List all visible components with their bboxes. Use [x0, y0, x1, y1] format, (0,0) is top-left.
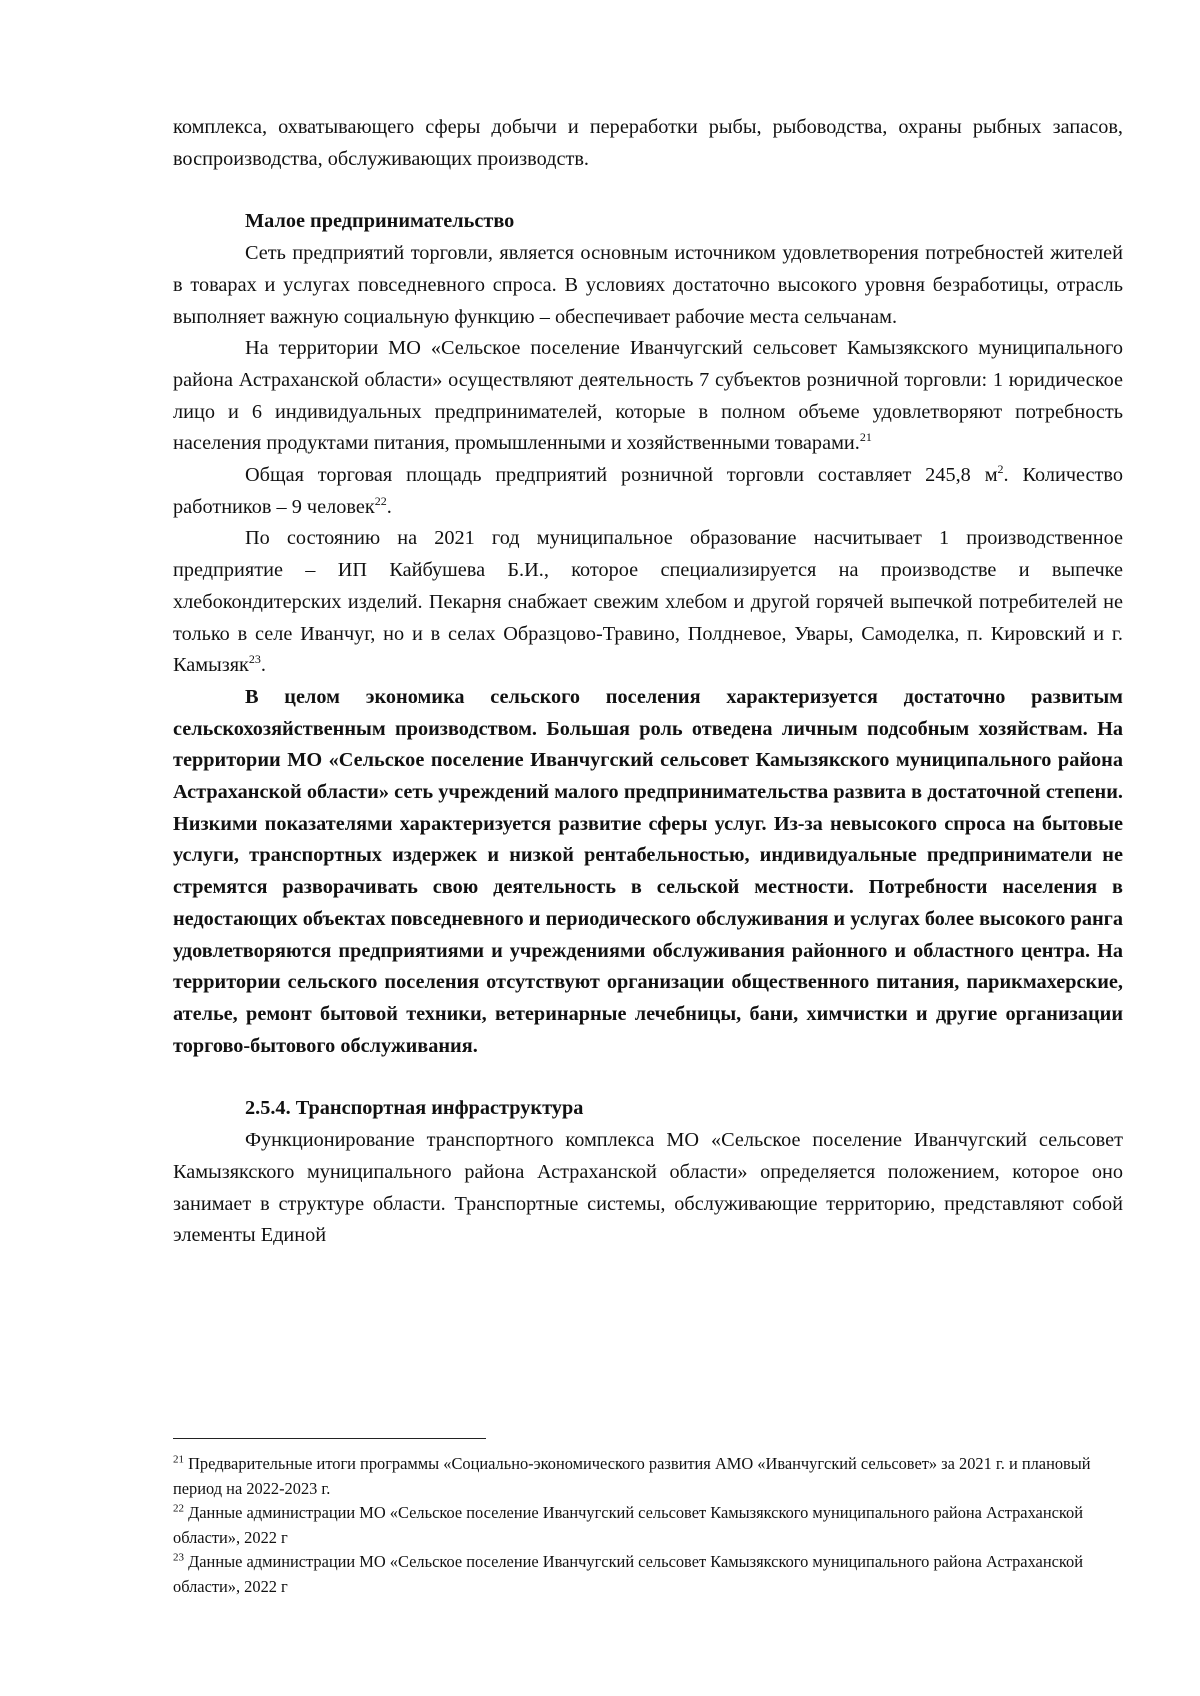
document-page [173, 112, 1123, 1252]
paragraph-fishery-continuation [173, 112, 1123, 175]
footnote-21 [173, 1452, 1123, 1501]
footnotes-section [173, 1452, 1123, 1599]
footnote-text: Предварительные итоги программы «Социально-экономического развития АМО «Иванчугский сельсовет» за 2021 г. и плановый период на 2022-2023 г. [173, 1454, 1091, 1498]
footnote-ref-22[interactable]: 22 [374, 493, 387, 508]
footnote-23 [173, 1550, 1123, 1599]
footnote-22 [173, 1501, 1123, 1550]
section-heading-small-business: Малое предпринимательство [245, 210, 515, 233]
footnote-text: Данные администрации МО «Сельское поселение Иванчугский сельсовет Камызякского муниципального района Астраханской области», 2022 г [173, 1503, 1083, 1547]
paragraph-text: . [260, 654, 266, 677]
footnote-separator [173, 1438, 486, 1439]
footnote-ref-21[interactable]: 21 [859, 430, 872, 445]
footnote-number: 21 [173, 1453, 184, 1466]
superscript-squared: 2 [997, 462, 1004, 477]
paragraph-economy-summary [173, 682, 1123, 1062]
paragraph-text: Функционирование транспортного комплекса МО «Сельское поселение Иванчугский сельсовет Камызякского муниципального района Астраханской области» определяется положением, которое оно занимает в структуре области. Транспортные системы, обслуживающие территорию, представляют собой элементы Единой [173, 1129, 1123, 1247]
paragraph-text: Сеть предприятий торговли, является основным источником удовлетворения потребностей жителей в товарах и услугах повседневного спроса. В условиях достаточно высокого уровня безработицы, отрасль выполняет важную социальную функцию – обеспечивает рабочие места сельчанам. [173, 242, 1123, 328]
footnote-number: 23 [173, 1551, 184, 1564]
paragraph-text: . Количество работников – 9 человек [173, 464, 1123, 518]
footnote-number: 22 [173, 1502, 184, 1515]
paragraph-trade-area [173, 460, 1123, 523]
paragraph-text: Общая торговая площадь предприятий розничной торговли составляет 245,8 м [245, 464, 998, 487]
paragraph-transport-complex [173, 1125, 1123, 1252]
paragraph-text: На территории МО «Сельское поселение Иванчугский сельсовет Камызякского муниципального района Астраханской области» осуществляют деятельность 7 субъектов розничной торговли: 1 юридическое лицо и 6 индивидуальных предпринимателей, которые в полном объеме удовлетворяют потребность населения продуктами питания, промышленными и хозяйственными товарами. [173, 337, 1123, 455]
paragraph-text: комплекса, охватывающего сферы добычи и переработки рыбы, рыбоводства, охраны рыбных запасов, воспроизводства, обслуживающих производств. [173, 116, 1123, 170]
paragraph-bakery [173, 523, 1123, 682]
paragraph-text: . [386, 495, 392, 518]
paragraph-retail-subjects [173, 333, 1123, 460]
footnote-text: Данные администрации МО «Сельское поселение Иванчугский сельсовет Камызякского муниципального района Астраханской области», 2022 г [173, 1552, 1083, 1596]
section-heading-transport: 2.5.4. Транспортная инфраструктура [245, 1097, 584, 1120]
paragraph-text: По состоянию на 2021 год муниципальное образование насчитывает 1 производственное предприятие – ИП Кайбушева Б.И., которое специализируется на производстве и выпечке хлебокондитерских изделий. Пекарня снабжает свежим хлебом и другой горячей выпечкой потребителей не только в селе Иванчуг, но и в селах Образцово-Травино, Полдневое, Увары, Самоделка, п. Кировский и г. Камызяк [173, 527, 1123, 677]
paragraph-text: В целом экономика сельского поселения характеризуется достаточно развитым сельскохозяйственным производством. Большая роль отведена личным подсобным хозяйствам. На территории МО «Сельское поселение Иванчугский сельсовет Камызякского муниципального района Астраханской области» сеть учреждений малого предпринимательства развита в достаточной степени. Низкими показателями характеризуется развитие сферы услуг. Из-за невысокого спроса на бытовые услуги, транспортных издержек и низкой рентабельностью, индивидуальные предприниматели не стремятся разворачивать свою деятельность в сельской местности. Потребности населения в недостающих объектах повседневного и периодического обслуживания и услугах более высокого ранга удовлетворяются предприятиями и учреждениями обслуживания районного и областного центра. На территории сельского поселения отсутствуют организации общественного питания, парикмахерские, ателье, ремонт бытовой техники, ветеринарные лечебницы, бани, химчистки и другие организации торгово-бытового обслуживания. [173, 685, 1123, 1057]
footnote-ref-23[interactable]: 23 [248, 652, 261, 667]
paragraph-trade-network [173, 238, 1123, 333]
